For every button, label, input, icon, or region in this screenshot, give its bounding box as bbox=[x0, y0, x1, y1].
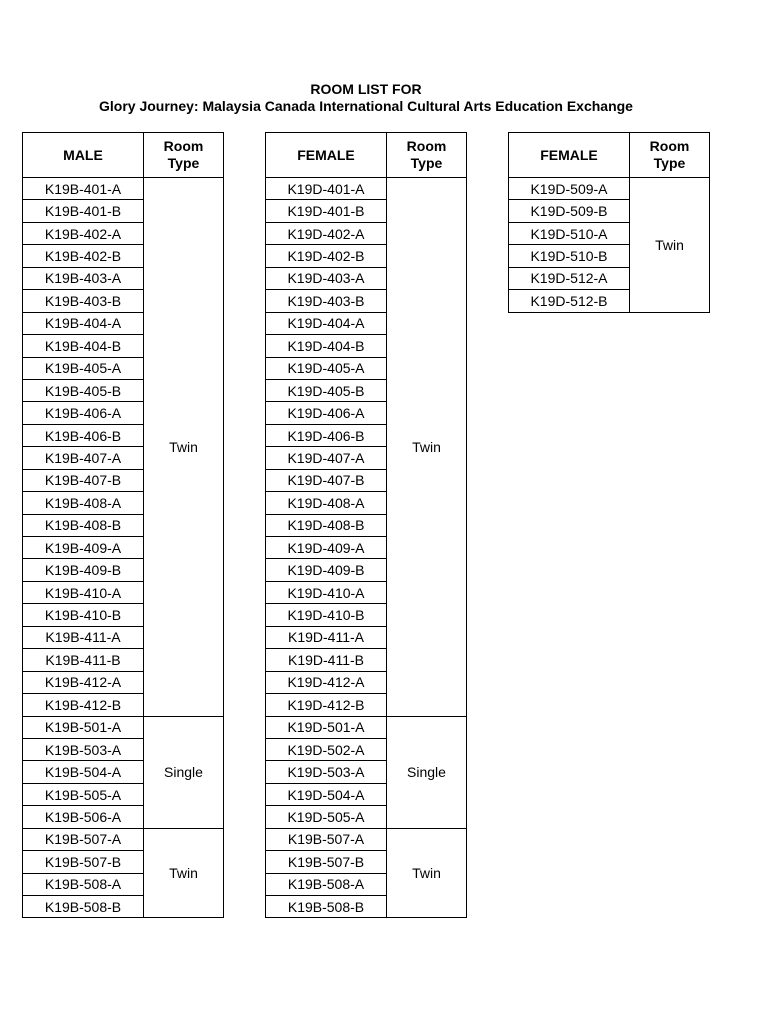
room-number-cell: K19B-407-A bbox=[23, 447, 144, 469]
room-type-header-line1: Room bbox=[406, 138, 447, 154]
table-header-row bbox=[266, 133, 467, 178]
room-number-cell: K19D-404-A bbox=[266, 312, 387, 334]
room-number-cell: K19B-402-B bbox=[23, 245, 144, 267]
room-type-header bbox=[144, 133, 224, 178]
room-number-cell: K19D-401-B bbox=[266, 200, 387, 222]
room-number-cell: K19D-410-B bbox=[266, 604, 387, 626]
room-number-cell: K19B-404-A bbox=[23, 312, 144, 334]
room-type-header bbox=[387, 133, 467, 178]
room-type-cell: Single bbox=[387, 716, 467, 828]
room-number-cell: K19B-411-B bbox=[23, 649, 144, 671]
room-number-cell: K19B-410-A bbox=[23, 581, 144, 603]
room-number-cell: K19D-411-B bbox=[266, 649, 387, 671]
room-number-cell: K19B-508-A bbox=[266, 873, 387, 895]
room-number-cell: K19D-510-A bbox=[509, 222, 630, 244]
room-number-cell: K19D-407-B bbox=[266, 469, 387, 491]
room-number-cell: K19B-403-B bbox=[23, 290, 144, 312]
room-number-cell: K19B-501-A bbox=[23, 716, 144, 738]
room-number-cell: K19B-406-A bbox=[23, 402, 144, 424]
room-number-cell: K19D-504-A bbox=[266, 783, 387, 805]
room-type-header-line1: Room bbox=[649, 138, 690, 154]
table-row bbox=[266, 178, 467, 200]
table-header-row bbox=[23, 133, 224, 178]
room-number-cell: K19D-401-A bbox=[266, 178, 387, 200]
room-number-cell: K19D-406-A bbox=[266, 402, 387, 424]
room-number-cell: K19D-409-A bbox=[266, 537, 387, 559]
room-type-cell: Twin bbox=[630, 178, 710, 313]
room-number-cell: K19B-407-B bbox=[23, 469, 144, 491]
room-number-cell: K19D-408-A bbox=[266, 492, 387, 514]
room-number-cell: K19B-506-A bbox=[23, 806, 144, 828]
room-number-cell: K19D-409-B bbox=[266, 559, 387, 581]
table-row bbox=[23, 828, 224, 850]
room-number-cell: K19B-507-B bbox=[23, 851, 144, 873]
room-number-cell: K19B-412-B bbox=[23, 694, 144, 716]
room-number-cell: K19B-507-A bbox=[266, 828, 387, 850]
room-number-cell: K19B-404-B bbox=[23, 335, 144, 357]
room-number-cell: K19D-509-A bbox=[509, 178, 630, 200]
room-number-cell: K19D-403-B bbox=[266, 290, 387, 312]
table-body bbox=[266, 178, 467, 918]
room-type-cell: Twin bbox=[144, 828, 224, 918]
room-type-cell: Twin bbox=[387, 178, 467, 717]
room-number-cell: K19D-404-B bbox=[266, 335, 387, 357]
room-number-cell: K19D-512-A bbox=[509, 267, 630, 289]
table-header-row bbox=[509, 133, 710, 178]
table-row bbox=[509, 178, 710, 200]
room-number-cell: K19D-408-B bbox=[266, 514, 387, 536]
female-room-table-extra bbox=[508, 132, 710, 313]
room-number-cell: K19D-406-B bbox=[266, 424, 387, 446]
room-number-cell: K19B-410-B bbox=[23, 604, 144, 626]
room-number-cell: K19B-402-A bbox=[23, 222, 144, 244]
male-room-table bbox=[22, 132, 224, 918]
table-row bbox=[266, 716, 467, 738]
room-number-cell: K19D-405-A bbox=[266, 357, 387, 379]
room-number-cell: K19D-509-B bbox=[509, 200, 630, 222]
table-row bbox=[23, 716, 224, 738]
table-body bbox=[509, 178, 710, 313]
room-type-cell: Twin bbox=[387, 828, 467, 918]
room-number-cell: K19D-407-A bbox=[266, 447, 387, 469]
room-number-cell: K19D-503-A bbox=[266, 761, 387, 783]
room-number-cell: K19B-406-B bbox=[23, 424, 144, 446]
room-number-cell: K19D-402-A bbox=[266, 222, 387, 244]
room-number-cell: K19D-501-A bbox=[266, 716, 387, 738]
room-number-cell: K19B-507-B bbox=[266, 851, 387, 873]
room-number-cell: K19B-408-B bbox=[23, 514, 144, 536]
room-number-cell: K19B-508-B bbox=[23, 896, 144, 918]
room-type-header-line2: Type bbox=[653, 155, 686, 171]
room-number-cell: K19B-401-A bbox=[23, 178, 144, 200]
room-number-cell: K19D-412-A bbox=[266, 671, 387, 693]
room-number-cell: K19B-508-B bbox=[266, 896, 387, 918]
gender-header: FEMALE bbox=[266, 133, 387, 178]
room-number-cell: K19B-507-A bbox=[23, 828, 144, 850]
room-number-cell: K19B-409-A bbox=[23, 537, 144, 559]
room-number-cell: K19B-508-A bbox=[23, 873, 144, 895]
room-number-cell: K19D-510-B bbox=[509, 245, 630, 267]
room-number-cell: K19D-411-A bbox=[266, 626, 387, 648]
room-number-cell: K19D-502-A bbox=[266, 738, 387, 760]
table-row bbox=[23, 178, 224, 200]
room-type-header-line1: Room bbox=[163, 138, 204, 154]
room-number-cell: K19B-505-A bbox=[23, 783, 144, 805]
room-number-cell: K19B-403-A bbox=[23, 267, 144, 289]
room-number-cell: K19B-401-B bbox=[23, 200, 144, 222]
table-row bbox=[266, 828, 467, 850]
gender-header: FEMALE bbox=[509, 133, 630, 178]
room-type-cell: Single bbox=[144, 716, 224, 828]
room-number-cell: K19D-402-B bbox=[266, 245, 387, 267]
room-number-cell: K19B-503-A bbox=[23, 738, 144, 760]
room-number-cell: K19B-405-B bbox=[23, 379, 144, 401]
room-number-cell: K19D-403-A bbox=[266, 267, 387, 289]
room-number-cell: K19D-505-A bbox=[266, 806, 387, 828]
room-number-cell: K19D-410-A bbox=[266, 581, 387, 603]
gender-header: MALE bbox=[23, 133, 144, 178]
room-number-cell: K19B-411-A bbox=[23, 626, 144, 648]
room-number-cell: K19B-504-A bbox=[23, 761, 144, 783]
event-subtitle: Glory Journey: Malaysia Canada International Cultural Arts Education Exchange bbox=[99, 98, 633, 114]
room-number-cell: K19B-409-B bbox=[23, 559, 144, 581]
room-list-title: ROOM LIST FOR bbox=[310, 81, 422, 97]
room-number-cell: K19B-405-A bbox=[23, 357, 144, 379]
room-type-header-line2: Type bbox=[410, 155, 443, 171]
room-type-header-line2: Type bbox=[167, 155, 200, 171]
room-number-cell: K19D-412-B bbox=[266, 694, 387, 716]
room-type-cell: Twin bbox=[144, 178, 224, 717]
room-number-cell: K19B-412-A bbox=[23, 671, 144, 693]
room-number-cell: K19D-405-B bbox=[266, 379, 387, 401]
room-type-header bbox=[630, 133, 710, 178]
female-room-table-main bbox=[265, 132, 467, 918]
room-number-cell: K19B-408-A bbox=[23, 492, 144, 514]
room-number-cell: K19D-512-B bbox=[509, 290, 630, 312]
table-body bbox=[23, 178, 224, 918]
